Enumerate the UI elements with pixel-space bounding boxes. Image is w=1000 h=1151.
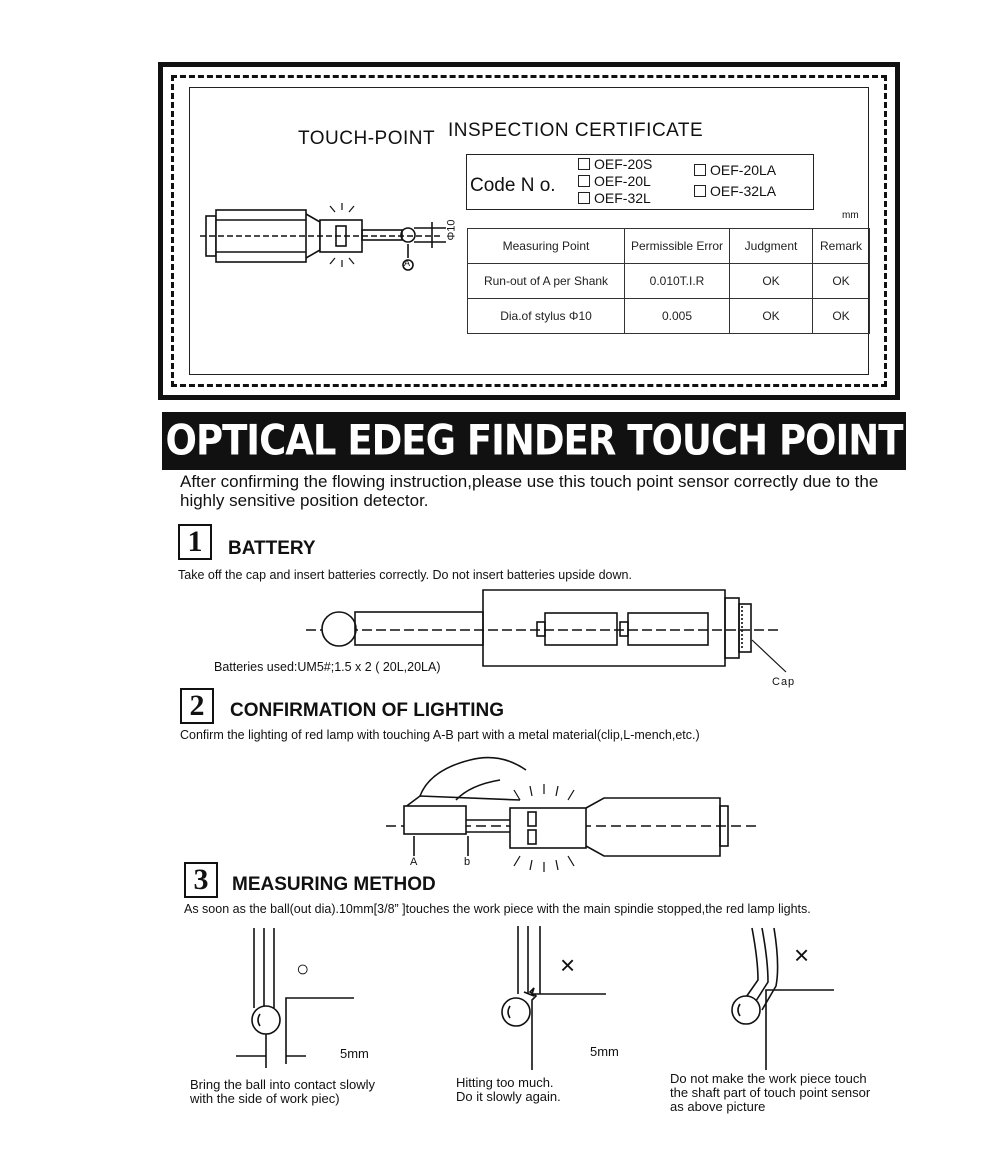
lighting-diagram [386,758,760,872]
model-option: OEF-20LA [694,162,776,178]
wrong-mark-icon: × [794,940,810,970]
banner-title: OPTICAL EDEG FINDER TOUCH POINT SENSOR [165,416,903,530]
section-text: Take off the cap and insert batteries correctly. Do not insert batteries upside down. [178,568,632,582]
method-caption: Hitting too much. Do it slowly again. [456,1075,561,1104]
method-caption: Do not make the work piece touch the shaft part of touch point sensor as above picture [670,1071,871,1114]
section-number: 1 [178,524,212,560]
code-number-label: Code N o. [470,175,556,196]
table-header: Remark [813,229,870,264]
label-a: A [410,856,418,868]
section-title: BATTERY [228,538,316,559]
table-cell: OK [730,264,813,299]
section-text: As soon as the ball(out dia).10mm[3/8” ]touches the work piece with the main spindie stopped,the red lamp lights. [184,902,811,916]
section-number: 3 [184,862,218,898]
model-option: OEF-32L [578,190,651,206]
model-option: OEF-20L [578,173,651,189]
table-cell: OK [813,299,870,334]
section-number: 2 [180,688,214,724]
wrong-mark-icon: × [560,950,576,980]
diameter-label: Φ10 [445,219,458,241]
dimension-label: 5mm [340,1046,369,1061]
intro-text: After confirming the flowing instruction,please use this touch point sensor correctly due to the highly sensitive position detector. [180,472,879,510]
model-option: OEF-32LA [694,183,776,199]
battery-note: Batteries used:UM5#;1.5 x 2 ( 20L,20LA) [214,660,441,674]
section-title: MEASURING METHOD [232,874,436,895]
method-caption: Bring the ball into contact slowly with the side of work piec) [190,1077,375,1106]
section-title: CONFIRMATION OF LIGHTING [230,700,505,721]
table-cell: 0.005 [625,299,730,334]
table-cell: Run-out of A per Shank [468,264,625,299]
label-b: b [464,856,471,868]
table-header: Measuring Point [468,229,625,264]
correct-mark-icon: ○ [296,956,310,981]
table-header: Judgment [730,229,813,264]
model-option: OEF-20S [578,156,652,172]
section-text: Confirm the lighting of red lamp with touching A-B part with a metal material(clip,L-mench,etc.) [180,728,700,742]
table-cell: OK [813,264,870,299]
table-cell: OK [730,299,813,334]
table-header: Permissible Error [625,229,730,264]
certificate-product-title: TOUCH-POINT [298,128,436,149]
table-cell: Dia.of stylus Φ10 [468,299,625,334]
table-cell: 0.010T.I.R [625,264,730,299]
method-wrong-diagram [732,928,834,1070]
unit-label: mm [842,210,859,221]
certificate-title: INSPECTION CERTIFICATE [448,120,704,141]
dimension-label: 5mm [590,1044,619,1059]
cap-label: Cap [772,676,796,688]
method-correct-diagram [236,928,354,1068]
point-a-label: A [404,258,411,268]
